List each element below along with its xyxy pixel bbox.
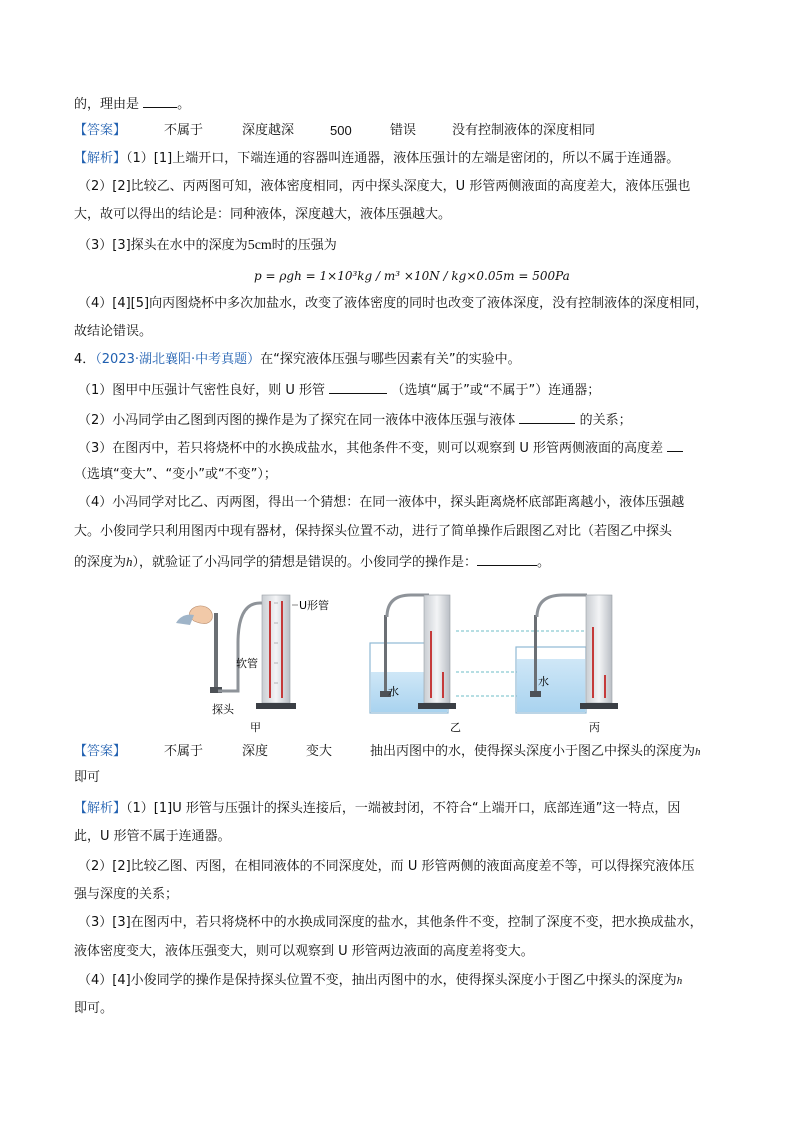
q4-part-4-cont: 大。小俊同学只利用图丙中现有器材，保持探头位置不动，进行了简单操作后跟图乙对比（若图乙中探头 bbox=[74, 524, 673, 539]
q4-part-4-end bbox=[74, 551, 734, 573]
pressure-formula: p = ρgh = 1×10³kg / m³ ×10N / kg×0.05m = 500Pa bbox=[254, 269, 570, 283]
hand-icon bbox=[189, 606, 212, 624]
tail-end: 。 bbox=[177, 97, 191, 112]
answer-blank bbox=[143, 93, 177, 108]
caption-bing: 丙 bbox=[589, 721, 600, 734]
stand-base bbox=[256, 703, 296, 709]
analysis-1 bbox=[74, 149, 734, 169]
analysis-3: 大，故可以得出的结论是：同种液体，深度越大，液体压强越大。 bbox=[74, 207, 452, 222]
q4-answer-tail: 即可 bbox=[74, 770, 101, 785]
analysis-text: （1）[1]U 形管与压强计的探头连接后，一端被封闭，不符合“上端开口，底部连通”这一特点，因 bbox=[126, 801, 681, 816]
answer-3: 500 bbox=[330, 123, 352, 138]
answer-blank bbox=[329, 379, 387, 394]
depth-value: 5cm bbox=[247, 238, 272, 253]
q-text: 。 bbox=[537, 555, 551, 570]
q4-part-4: （4）小冯同学对比乙、丙两图，得出一个猜想：在同一液体中，探头距离烧杯底部距离越小，液体压强越 bbox=[78, 495, 685, 510]
caption-yi: 乙 bbox=[450, 721, 461, 734]
u-tube-board bbox=[262, 595, 290, 703]
answer-row-1 bbox=[74, 121, 734, 141]
q-text: 的深度为 bbox=[74, 555, 127, 570]
setup-bing bbox=[516, 595, 618, 734]
q-text: 的关系； bbox=[579, 413, 632, 428]
water-label: 水 bbox=[388, 685, 399, 698]
caption-jia: 甲 bbox=[250, 721, 261, 734]
answer-4-text: 抽出丙图中的水，使得探头深度小于图乙中探头的深度为 bbox=[370, 744, 696, 759]
water-label: 水 bbox=[538, 675, 549, 688]
utube-label: U形管 bbox=[299, 599, 330, 612]
answer-blank bbox=[477, 551, 537, 566]
hose-label: 软管 bbox=[236, 657, 258, 670]
answer-1: 不属于 bbox=[164, 123, 204, 138]
q4-analysis-1 bbox=[74, 799, 734, 819]
sleeve-icon bbox=[176, 615, 194, 625]
q4-analysis-8: 即可。 bbox=[74, 1001, 114, 1016]
q4-part-3 bbox=[78, 437, 738, 459]
q4-analysis-3: （2）[2]比较乙图、丙图，在相同液体的不同深度处，而 U 形管两侧的液面高度差不等，可以得探究液体压 bbox=[78, 859, 695, 874]
analysis-4 bbox=[78, 236, 738, 256]
analysis-label: 【解析】 bbox=[74, 151, 127, 166]
analysis-text: 时的压强为 bbox=[271, 238, 337, 253]
answer-4: 错误 bbox=[390, 123, 417, 138]
analysis-6: 故结论错误。 bbox=[74, 324, 153, 339]
q4-part-2 bbox=[78, 409, 738, 431]
question-source: （2023·湖北襄阳·中考真题） bbox=[95, 352, 261, 367]
q4-analysis-7 bbox=[78, 971, 738, 991]
experiment-figure bbox=[166, 583, 636, 738]
q4-answer-row bbox=[74, 742, 734, 762]
answer-label: 【答案】 bbox=[74, 744, 127, 759]
q4-analysis-6: 液体密度变大，液体压强变大，则可以观察到 U 形管两边液面的高度差将变大。 bbox=[74, 944, 534, 959]
answer-4 bbox=[370, 742, 701, 762]
setup-jia bbox=[176, 595, 329, 734]
q-text: （选填“属于”或“不属于”）连通器； bbox=[391, 383, 601, 398]
q-text: ），就验证了小冯同学的猜想是错误的。小俊同学的操作是： bbox=[132, 555, 478, 570]
h-symbol: h bbox=[695, 746, 701, 758]
answer-blank bbox=[667, 437, 683, 452]
setup-yi bbox=[370, 595, 461, 734]
answer-3: 变大 bbox=[306, 744, 333, 759]
answer-2: 深度 bbox=[242, 744, 269, 759]
answer-1: 不属于 bbox=[164, 744, 204, 759]
q-text: （1）图甲中压强计气密性良好，则 U 形管 bbox=[78, 383, 326, 398]
question-4-header bbox=[74, 350, 734, 370]
q4-part-1 bbox=[78, 379, 738, 401]
q4-part-3-cont: （选填“变大”、“变小”或“不变”）； bbox=[74, 467, 277, 482]
water bbox=[517, 659, 585, 712]
answer-5: 没有控制液体的深度相同 bbox=[452, 123, 596, 138]
analysis-text: （4）[4]小俊同学的操作是保持探头位置不变，抽出丙图中的水，使得探头深度小于图乙中探头的深度为 bbox=[78, 973, 677, 988]
tail-text: 的，理由是 bbox=[74, 97, 140, 112]
answer-blank bbox=[519, 409, 575, 424]
probe-rod bbox=[214, 613, 218, 693]
answer-label: 【答案】 bbox=[74, 123, 127, 138]
prev-question-tail bbox=[74, 93, 734, 115]
h-symbol: h bbox=[676, 975, 683, 987]
analysis-2: （2）[2]比较乙、丙两图可知，液体密度相同，丙中探头深度大，U 形管两侧液面的高度差大，液体压强也 bbox=[78, 179, 691, 194]
h-symbol: h bbox=[126, 554, 133, 569]
analysis-label: 【解析】 bbox=[74, 801, 127, 816]
question-number: 4． bbox=[74, 352, 96, 367]
analysis-5: （4）[4][5]向丙图烧杯中多次加盐水，改变了液体密度的同时也改变了液体深度，没有控制液体的深度相同， bbox=[78, 296, 709, 311]
q-text: （2）小冯同学由乙图到丙图的操作是为了探究在同一液体中液体压强与液体 bbox=[78, 413, 516, 428]
analysis-text: （3）[3]探头在水中的深度为 bbox=[78, 238, 248, 253]
q-text: （3）在图丙中，若只将烧杯中的水换成盐水，其他条件不变，则可以观察到 U 形管两侧液面的高度差 bbox=[78, 441, 664, 456]
probe-label: 探头 bbox=[212, 703, 234, 716]
q4-analysis-2: 此，U 形管不属于连通器。 bbox=[74, 829, 231, 844]
answer-2: 深度越深 bbox=[242, 123, 295, 138]
question-stem: 在“探究液体压强与哪些因素有关”的实验中。 bbox=[260, 352, 521, 367]
analysis-text: （1）[1]上端开口，下端连通的容器叫连通器，液体压强计的左端是密闭的，所以不属于连通器。 bbox=[126, 151, 680, 166]
q4-analysis-5: （3）[3]在图丙中，若只将烧杯中的水换成同深度的盐水，其他条件不变，控制了深度不变，把水换成盐水， bbox=[78, 915, 703, 930]
q4-analysis-4: 强与深度的关系； bbox=[74, 887, 179, 902]
